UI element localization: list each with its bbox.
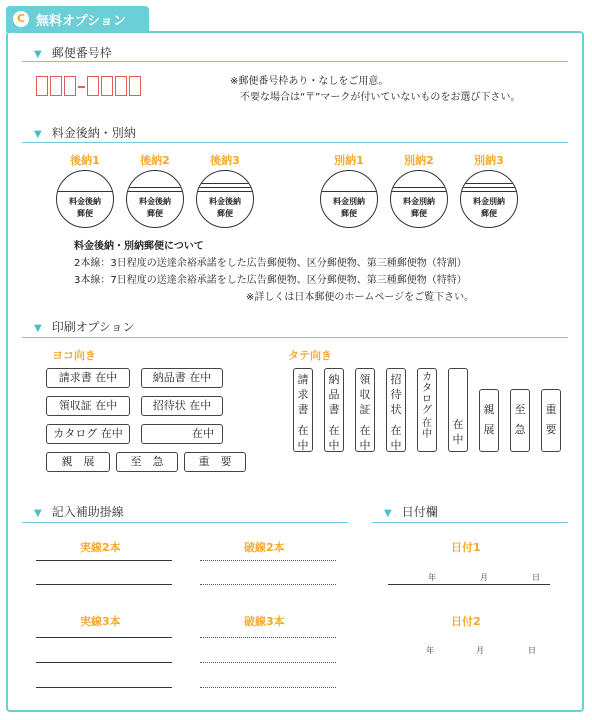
zip-box — [115, 76, 127, 96]
triangle-icon: ▼ — [34, 49, 42, 60]
yoko-option-juyo[interactable]: 重 要 — [184, 452, 246, 472]
tate-option-shotaijo[interactable]: 招 待 状 在 中 — [386, 368, 406, 452]
postage-note-line3: ※詳しくは日本郵便のホームページをご覧下さい。 — [246, 292, 475, 303]
dotted-line — [200, 637, 336, 638]
stamp-line — [461, 191, 517, 192]
postal-note-1: ※郵便番号枠あり・なしをご用意。 — [230, 76, 389, 87]
stamp-line — [321, 191, 377, 192]
triangle-icon: ▼ — [34, 323, 42, 334]
tate-option-shikyu[interactable]: 至 急 — [510, 389, 530, 452]
stamp-line — [57, 191, 113, 192]
zip-box — [64, 76, 76, 96]
divider — [22, 61, 568, 62]
stamp-text: 郵便 — [147, 209, 163, 218]
zip-box — [129, 76, 141, 96]
postage-stamp-betsunou-2[interactable] — [390, 170, 448, 228]
postage-note-line2: 3本線：7日程度の送達余裕承諾をした広告郵便物、区分郵便物、第三種郵便物（特特） — [74, 275, 467, 286]
date-underline — [388, 584, 550, 585]
zip-box — [101, 76, 113, 96]
stamp-text: 郵便 — [411, 209, 427, 218]
section-postal-heading: ▼ 郵便番号枠 — [34, 46, 112, 60]
stamp-label: 別納2 — [404, 154, 434, 167]
tate-option-ryoshusho[interactable]: 領 収 証 在 中 — [355, 368, 375, 452]
stamp-text: 料金後納 — [209, 197, 241, 206]
solid-line — [36, 662, 172, 663]
month-label: 月 — [480, 573, 488, 582]
date2-label: 日付2 — [451, 615, 481, 628]
page-title: 無料オプション — [36, 14, 126, 29]
solid-line — [36, 584, 172, 585]
section-print-heading: ▼ 印刷オプション — [34, 320, 135, 334]
postage-note-line1: 2本線：3日程度の送達余裕承諾をした広告郵便物、区分郵便物、第三種郵便物（特割） — [74, 258, 467, 269]
tate-option-shinten[interactable]: 親 展 — [479, 389, 499, 452]
postage-stamp-konou-3[interactable] — [196, 170, 254, 228]
triangle-icon: ▼ — [34, 129, 42, 140]
tate-option-seikyusho[interactable]: 請 求 書 在 中 — [293, 368, 313, 452]
stamp-label: 別納1 — [334, 154, 364, 167]
stamp-text: 郵便 — [341, 209, 357, 218]
divider — [22, 522, 348, 523]
stamp-line — [197, 191, 253, 192]
day-label: 日 — [528, 646, 536, 655]
tate-option-catalog[interactable]: カ タ ロ グ 在 中 — [417, 368, 437, 452]
dotted-line — [200, 560, 336, 561]
stamp-text: 料金後納 — [69, 197, 101, 206]
stamp-line — [391, 187, 447, 188]
yoko-option-zaichu[interactable]: 在中 — [141, 424, 223, 444]
guide-solid3-label: 実線3本 — [80, 615, 121, 628]
tate-option-zaichu[interactable]: 在 中 — [448, 368, 468, 452]
stamp-label: 後納3 — [210, 154, 240, 167]
stamp-text: 郵便 — [217, 209, 233, 218]
yoko-option-catalog[interactable]: カタログ 在中 — [46, 424, 130, 444]
section-guide-heading: ▼ 記入補助掛線 — [34, 505, 124, 519]
zip-dash — [78, 86, 85, 88]
year-label: 年 — [428, 573, 436, 582]
divider — [22, 142, 568, 143]
stamp-label: 後納2 — [140, 154, 170, 167]
postage-stamp-konou-2[interactable] — [126, 170, 184, 228]
day-label: 日 — [532, 573, 540, 582]
stamp-line — [197, 183, 253, 184]
divider — [372, 522, 568, 523]
stamp-text: 郵便 — [481, 209, 497, 218]
solid-line — [36, 637, 172, 638]
stamp-text: 料金別納 — [403, 197, 435, 206]
yoko-option-shotaijo[interactable]: 招待状 在中 — [141, 396, 223, 416]
zip-box — [50, 76, 62, 96]
section-postage-heading: ▼ 料金後納・別納 — [34, 126, 136, 140]
divider — [22, 337, 568, 338]
yoko-option-ryoshusho[interactable]: 領収証 在中 — [46, 396, 130, 416]
zip-box — [87, 76, 99, 96]
postage-stamp-betsunou-3[interactable] — [460, 170, 518, 228]
stamp-text: 郵便 — [77, 209, 93, 218]
solid-line — [36, 560, 172, 561]
stamp-text: 料金別納 — [333, 197, 365, 206]
stamp-line — [461, 183, 517, 184]
stamp-line — [461, 187, 517, 188]
stamp-line — [127, 187, 183, 188]
postal-note-2: 不要な場合は“〒”マークが付いていないものをお選び下さい。 — [240, 92, 521, 103]
dotted-line — [200, 584, 336, 585]
triangle-icon: ▼ — [34, 508, 42, 519]
postage-note-title: 料金後納・別納郵便について — [74, 241, 204, 252]
triangle-icon: ▼ — [384, 508, 392, 519]
year-label: 年 — [426, 646, 434, 655]
stamp-label: 別納3 — [474, 154, 504, 167]
stamp-line — [127, 191, 183, 192]
stamp-line — [391, 191, 447, 192]
date1-label: 日付1 — [451, 541, 481, 554]
guide-solid2-label: 実線2本 — [80, 541, 121, 554]
stamp-line — [197, 187, 253, 188]
section-date-heading: ▼ 日付欄 — [384, 505, 438, 519]
tate-option-juyo[interactable]: 重 要 — [541, 389, 561, 452]
guide-dash2-label: 破線2本 — [244, 541, 285, 554]
tate-heading: タテ向き — [288, 349, 332, 362]
zip-box — [36, 76, 48, 96]
solid-line — [36, 687, 172, 688]
yoko-heading: ヨコ向き — [52, 349, 96, 362]
dotted-line — [200, 687, 336, 688]
yoko-option-nouhinsho[interactable]: 納品書 在中 — [141, 368, 223, 388]
tate-option-nouhinsho[interactable]: 納 品 書 在 中 — [324, 368, 344, 452]
yoko-option-shikyu[interactable]: 至 急 — [116, 452, 178, 472]
postage-stamp-betsunou-1[interactable] — [320, 170, 378, 228]
c-circle-icon: C — [13, 11, 29, 27]
dotted-line — [200, 662, 336, 663]
stamp-text: 料金別納 — [473, 197, 505, 206]
yoko-option-seikyusho[interactable]: 請求書 在中 — [46, 368, 130, 388]
month-label: 月 — [476, 646, 484, 655]
header-tab — [6, 6, 149, 32]
stamp-text: 料金後納 — [139, 197, 171, 206]
yoko-option-shinten[interactable]: 親 展 — [46, 452, 110, 472]
postage-stamp-konou-1[interactable] — [56, 170, 114, 228]
stamp-label: 後納1 — [70, 154, 100, 167]
guide-dash3-label: 破線3本 — [244, 615, 285, 628]
